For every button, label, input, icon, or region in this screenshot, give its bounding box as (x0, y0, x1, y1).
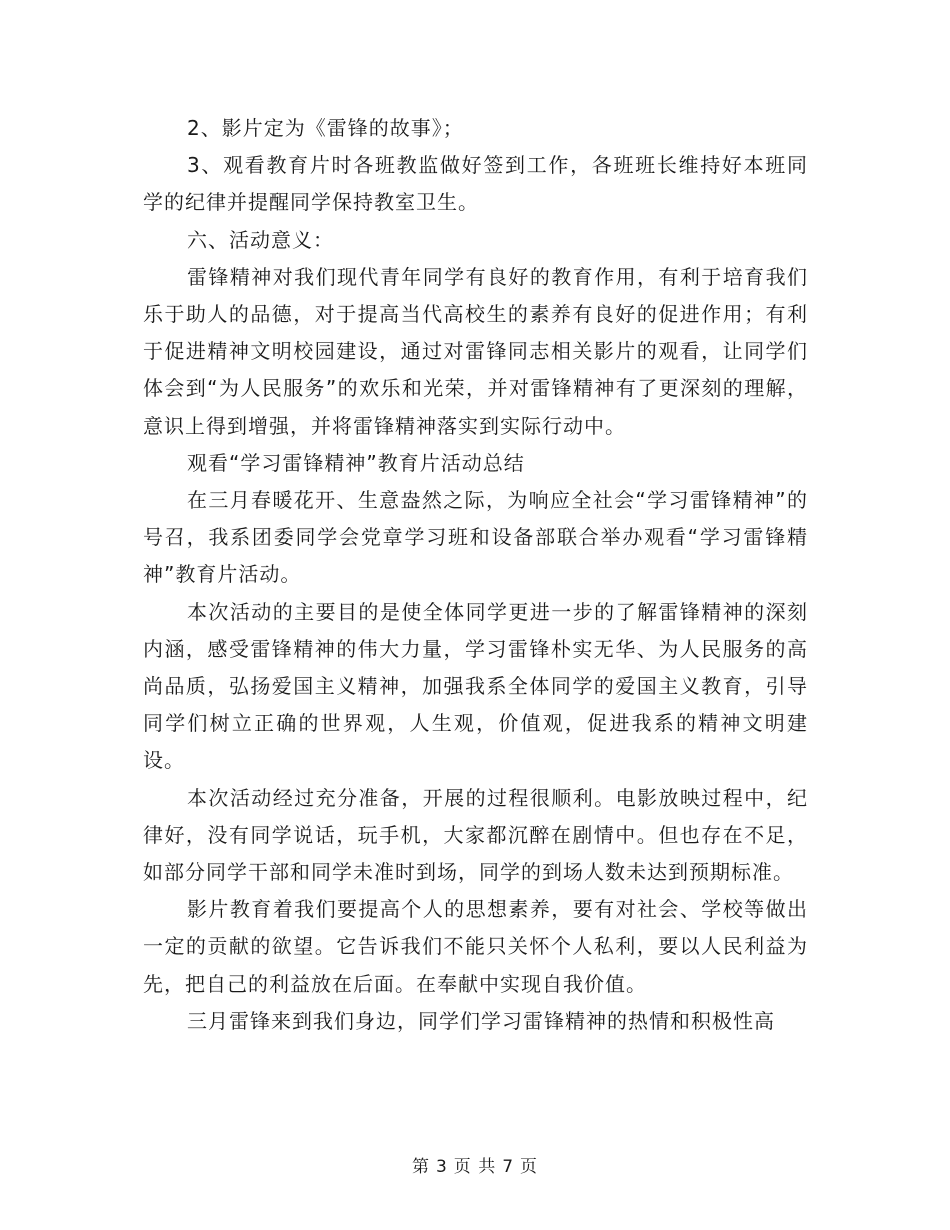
paragraph-summary-lesson: 影片教育着我们要提高个人的思想素养，要有对社会、学校等做出一定的贡献的欲望。它告诉我们不能只关怀个人私利，要以人民利益为先，把自己的利益放在后面。在奉献中实现自我价值。 (143, 897, 808, 996)
footer-suffix: 页 (520, 1157, 539, 1177)
paragraph-summary-closing: 三月雷锋来到我们身边，同学们学习雷锋精神的热情和积极性高 (187, 1008, 775, 1033)
footer-middle: 页 共 (453, 1157, 497, 1177)
paragraph-significance: 雷锋精神对我们现代青年同学有良好的教育作用，有利于培育我们乐于助人的品德，对于提高当代高校生的素养有良好的促进作用；有利于促进精神文明校园建设，通过对雷锋同志相关影片的观看，让同学们体会到“为人民服务”的欢乐和光荣，并对雷锋精神有了更深刻的理解，意识上得到增强，并将雷锋精神落实到实际行动中。 (143, 264, 808, 438)
footer-prefix: 第 (411, 1157, 430, 1177)
paragraph-summary-process: 本次活动经过充分准备，开展的过程很顺利。电影放映过程中，纪律好，没有同学说话，玩手机，大家都沉醉在剧情中。但也存在不足，如部分同学干部和同学未准时到场，同学的到场人数未达到预期标准。 (143, 785, 808, 885)
section-heading-summary: 观看“学习雷锋精神”教育片活动总结 (187, 450, 525, 475)
page-footer (0, 1152, 950, 1177)
footer-current-page: 3 (435, 1157, 448, 1177)
paragraph-summary-purpose: 本次活动的主要目的是使全体同学更进一步的了解雷锋精神的深刻内涵，感受雷锋精神的伟大力量，学习雷锋朴实无华、为人民服务的高尚品质，弘扬爱国主义精神，加强我系全体同学的爱国主义教育，引导同学们树立正确的世界观，人生观，价值观，促进我系的精神文明建设。 (143, 599, 808, 773)
paragraph-summary-intro: 在三月春暖花开、生意盎然之际，为响应全社会“学习雷锋精神”的号召，我系团委同学会党章学习班和设备部联合举办观看“学习雷锋精神”教育片活动。 (143, 488, 808, 587)
footer-total-pages: 7 (502, 1157, 515, 1177)
paragraph-sign-in: 3、观看教育片时各班教监做好签到工作，各班班长维持好本班同学的纪律并提醒同学保持教室卫生。 (143, 153, 808, 215)
paragraph-film-title: 2、影片定为《雷锋的故事》； (187, 116, 464, 140)
document-body (143, 110, 808, 1040)
section-heading-significance: 六、活动意义： (187, 227, 334, 252)
